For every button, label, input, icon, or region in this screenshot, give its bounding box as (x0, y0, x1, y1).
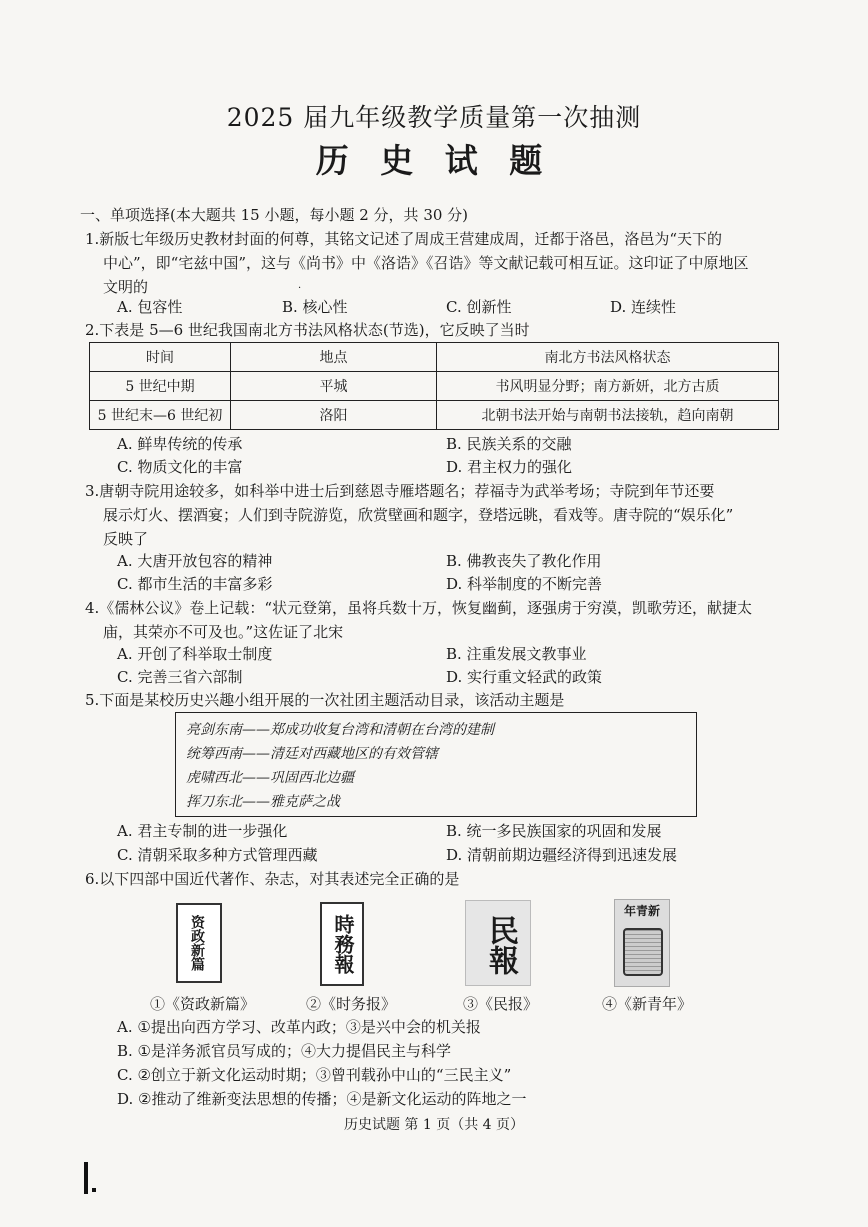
cover-image-xinqingnian (614, 899, 670, 987)
table-row (90, 401, 779, 430)
caption-1: ①《资政新篇》 (150, 995, 256, 1013)
q4-option-c: C. 完善三省六部制 (117, 668, 243, 686)
q3-option-c: C. 都市生活的丰富多彩 (117, 575, 273, 593)
scan-mark-dot (92, 1188, 96, 1192)
q5-activity-box (175, 712, 697, 817)
exam-title: 2025 届九年级教学质量第一次抽测 (226, 103, 642, 132)
cover-image-minbao (465, 900, 531, 986)
q2-option-c: C. 物质文化的丰富 (117, 458, 243, 476)
q1-option-d: D. 连续性 (610, 298, 677, 316)
q2-stem: 2.下表是 5—6 世纪我国南北方书法风格状态(节选)，它反映了当时 (85, 321, 530, 339)
q1-line-2: 中心”，即“宅兹中国”，这与《尚书》中《洛诰》《召诰》等文献记载可相互证。这印证了中原地区 (103, 254, 749, 272)
emphasis-dot: · (298, 283, 302, 294)
q1-option-a: A. 包容性 (117, 298, 183, 316)
cover-image-zizheng (176, 903, 222, 983)
table-cell: 洛阳 (231, 401, 437, 430)
table-cell: 书风明显分野；南方新妍，北方古质 (437, 372, 779, 401)
table-cell: 平城 (231, 372, 437, 401)
caption-2: ②《时务报》 (306, 995, 397, 1013)
q5-stem: 5.下面是某校历史兴趣小组开展的一次社团主题活动目录，该活动主题是 (85, 691, 565, 709)
q1-line-1: 1.新版七年级历史教材封面的何尊，其铭文记述了周成王营建成周，迁都于洛邑，洛邑为“天下的 (85, 230, 722, 248)
q6-option-d: D. ②推动了维新变法思想的传播；④是新文化运动的阵地之一 (117, 1090, 527, 1108)
q6-stem: 6.以下四部中国近代著作、杂志，对其表述完全正确的是 (85, 870, 460, 888)
q3-option-b: B. 佛教丧失了教化作用 (446, 552, 602, 570)
q5-option-c: C. 清朝采取多种方式管理西藏 (117, 846, 318, 864)
activity-item: 亮剑东南——郑成功收复台湾和清朝在台湾的建制 (186, 722, 494, 738)
cover-title: 民報 (483, 915, 518, 975)
table-header: 南北方书法风格状态 (437, 343, 779, 372)
cover-title: 新青年 (623, 904, 660, 918)
q1-option-c: C. 创新性 (446, 298, 512, 316)
q1-line-3: 文明的 (103, 278, 149, 296)
table-cell: 北朝书法开始与南朝书法接轨，趋向南朝 (437, 401, 779, 430)
q3-line-2: 展示灯火、摆酒宴；人们到寺院游览，欣赏壁画和题字，登塔远眺，看戏等。唐寺院的“娱乐化” (103, 506, 734, 524)
cover-emblem (623, 928, 663, 976)
scan-mark (84, 1162, 88, 1194)
q4-option-b: B. 注重发展文教事业 (446, 645, 587, 663)
q3-option-d: D. 科举制度的不断完善 (446, 575, 603, 593)
q4-option-a: A. 开创了科举取士制度 (117, 645, 273, 663)
activity-item: 统筹西南——清廷对西藏地区的有效管辖 (186, 746, 438, 762)
activity-item: 挥刀东北——雅克萨之战 (186, 794, 340, 810)
table-cell: 5 世纪中期 (90, 372, 231, 401)
q5-option-b: B. 统一多民族国家的巩固和发展 (446, 822, 662, 840)
q5-option-a: A. 君主专制的进一步强化 (117, 822, 288, 840)
q6-option-c: C. ②创立于新文化运动时期；③曾刊载孙中山的“三民主义” (117, 1066, 512, 1084)
q3-option-a: A. 大唐开放包容的精神 (117, 552, 273, 570)
table-header: 时间 (90, 343, 231, 372)
q2-option-b: B. 民族关系的交融 (446, 435, 572, 453)
cover-title: 時務報 (331, 914, 355, 974)
q5-option-d: D. 清朝前期边疆经济得到迅速发展 (446, 846, 678, 864)
q2-option-d: D. 君主权力的强化 (446, 458, 573, 476)
table-header-row (90, 343, 779, 372)
q6-option-a: A. ①提出向西方学习、改革内政；③是兴中会的机关报 (117, 1018, 481, 1036)
q2-option-a: A. 鲜卑传统的传承 (117, 435, 243, 453)
q4-option-d: D. 实行重文轻武的政策 (446, 668, 603, 686)
q1-option-b: B. 核心性 (282, 298, 348, 316)
caption-3: ③《民报》 (463, 995, 539, 1013)
subject-title: 历 史 试 题 (315, 141, 553, 180)
caption-4: ④《新青年》 (602, 995, 693, 1013)
cover-image-shiwubao (320, 902, 364, 986)
table-row (90, 372, 779, 401)
table-header: 地点 (231, 343, 437, 372)
q3-line-1: 3.唐朝寺院用途较多，如科举中进士后到慈恩寺雁塔题名；荐福寺为武举考场；寺院到年节还要 (85, 482, 715, 500)
activity-item: 虎啸西北——巩固西北边疆 (186, 770, 354, 786)
q2-table (89, 342, 779, 430)
q4-line-2: 庙，其荣亦不可及也。”这佐证了北宋 (103, 623, 344, 641)
q4-line-1: 4.《儒林公议》卷上记载：“状元登第，虽将兵数十万，恢复幽蓟，逐强虏于穷漠，凯歌劳还，献捷太 (85, 599, 752, 617)
q6-option-b: B. ①是洋务派官员写成的；④大力提倡民主与科学 (117, 1042, 452, 1060)
table-cell: 5 世纪末—6 世纪初 (90, 401, 231, 430)
page-footer: 历史试题 第 1 页（共 4 页） (343, 1117, 525, 1133)
cover-title: 资政新篇 (189, 915, 205, 971)
section-heading: 一、单项选择(本大题共 15 小题，每小题 2 分，共 30 分) (80, 206, 469, 224)
q3-line-3: 反映了 (103, 530, 149, 548)
